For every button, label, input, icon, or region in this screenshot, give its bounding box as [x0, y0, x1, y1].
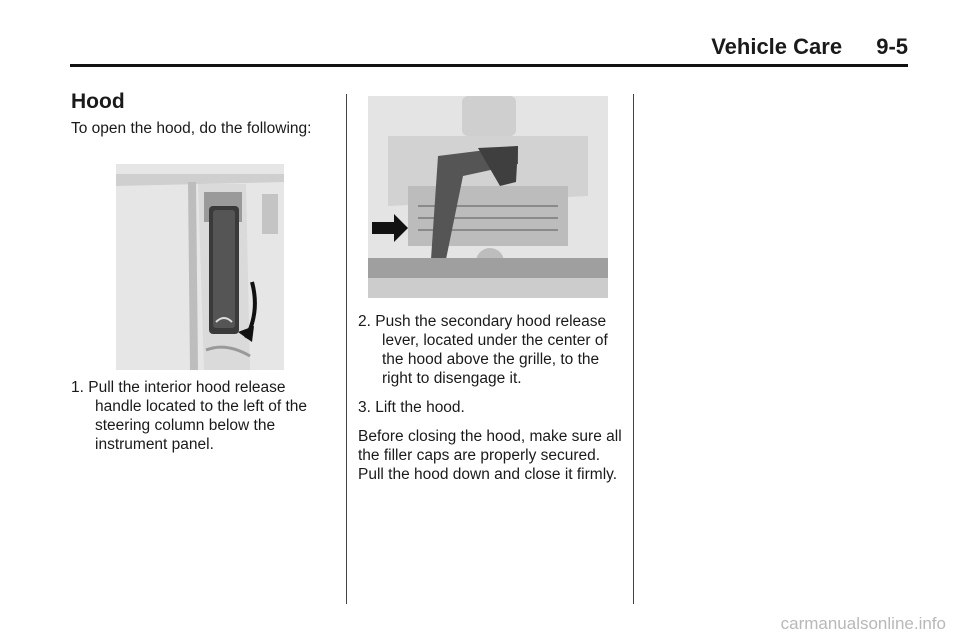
- left-column-steps: [71, 378, 333, 454]
- section-title: Vehicle Care: [711, 34, 843, 59]
- watermark: carmanualsonline.info: [780, 614, 946, 633]
- column-divider-right: [633, 94, 634, 604]
- column-divider-left: [346, 94, 347, 604]
- hood-release-handle-illustration: [116, 164, 284, 370]
- hood-release-handle-figure: [116, 164, 284, 370]
- intro-text: To open the hood, do the following:: [71, 120, 312, 137]
- page-number: 9-5: [876, 34, 908, 59]
- closing-paragraph: Before closing the hood, make sure all the filler caps are properly secured. Pull the hood down and close it firmly.: [358, 428, 622, 483]
- section-heading: Hood: [71, 90, 125, 113]
- right-column-text: [358, 312, 623, 484]
- left-column: [71, 92, 333, 138]
- page-header: [711, 34, 908, 60]
- secondary-release-lever-illustration: [368, 96, 608, 298]
- header-rule: [70, 64, 908, 67]
- step-2: 2. Push the secondary hood release lever, located under the center of the hood above the grille, to the right to disengage it.: [358, 313, 608, 387]
- secondary-release-lever-figure: [368, 96, 608, 298]
- step-1: 1. Pull the interior hood release handle located to the left of the steering column below the instrument panel.: [71, 379, 307, 453]
- step-3: 3. Lift the hood.: [358, 399, 465, 416]
